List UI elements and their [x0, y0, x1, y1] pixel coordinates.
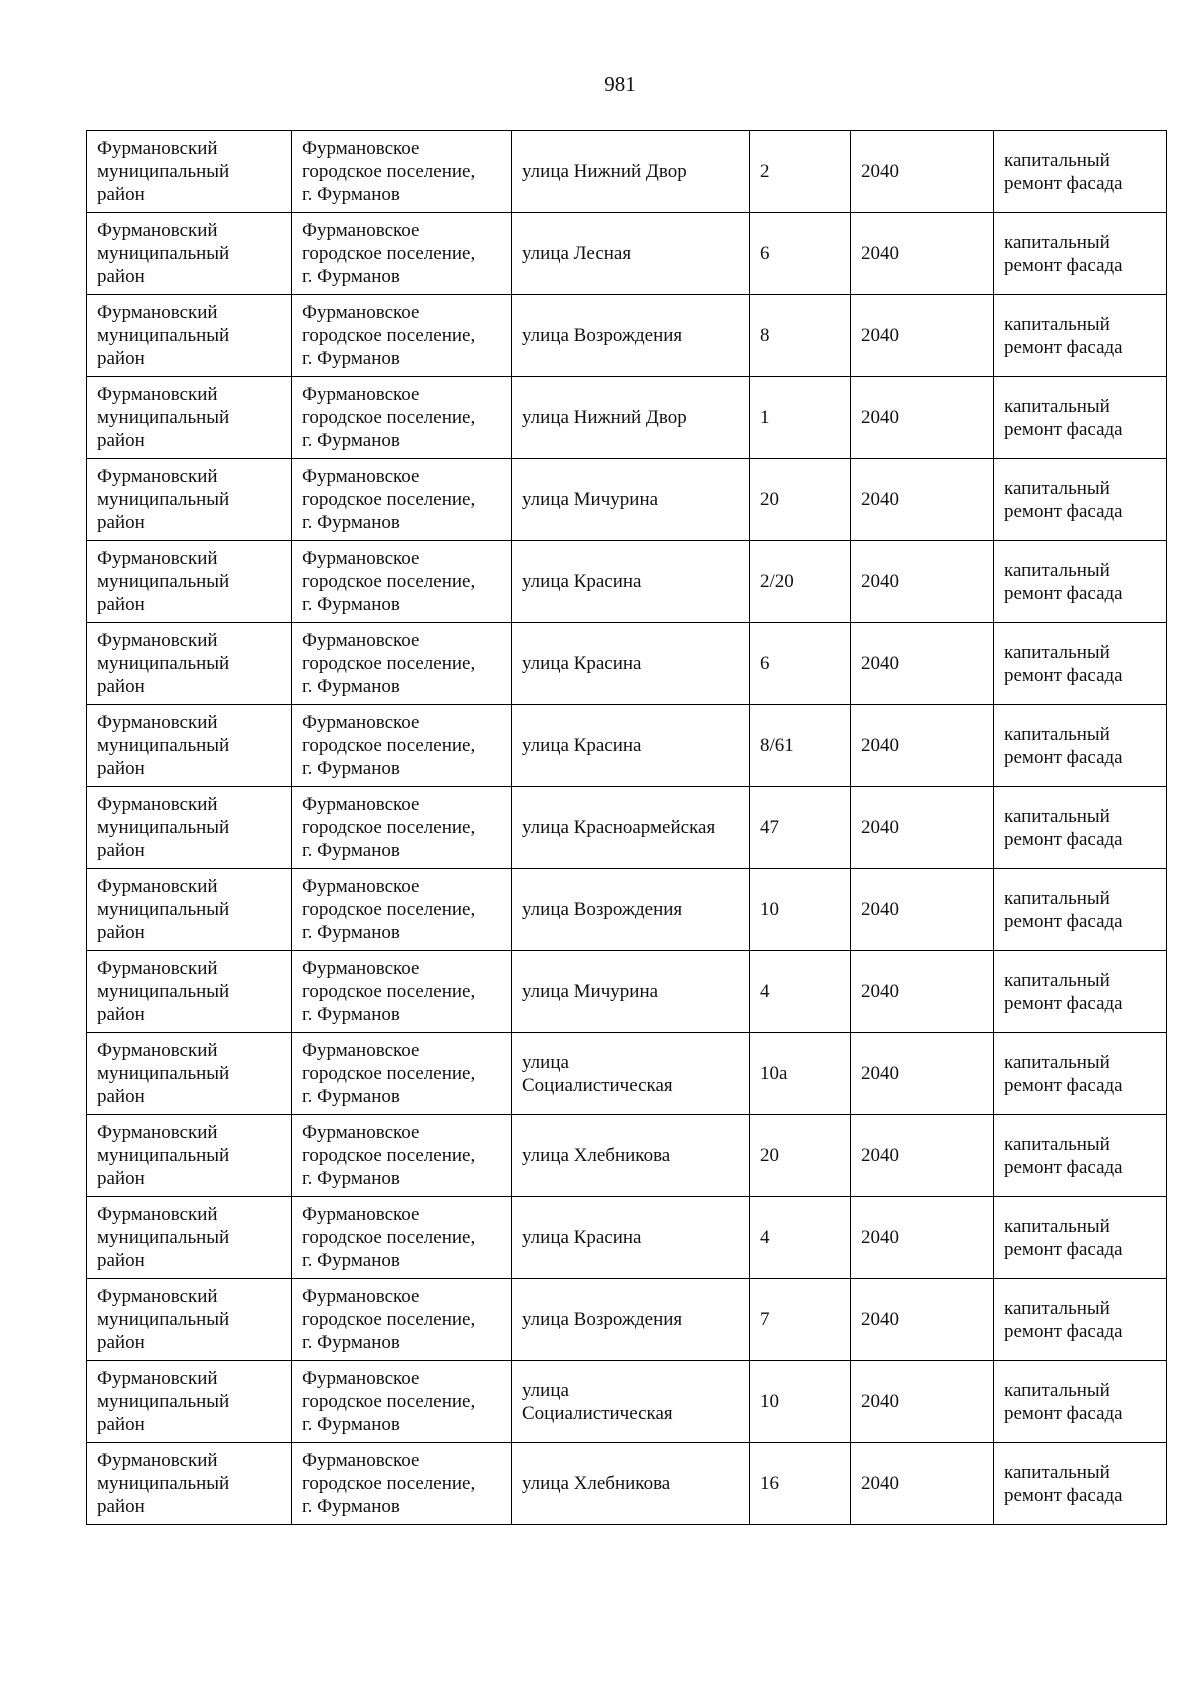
settlement-cell: Фурмановское городское поселение, г. Фурманов [292, 213, 512, 295]
year-cell: 2040 [851, 1115, 994, 1197]
street-cell: улица Возрождения [512, 869, 750, 951]
page-number: 981 [604, 72, 636, 96]
table-row [87, 131, 1167, 213]
year-cell: 2040 [851, 1361, 994, 1443]
district-cell: Фурмановский муниципальный район [87, 623, 292, 705]
district-cell: Фурмановский муниципальный район [87, 705, 292, 787]
work-type-cell: капитальный ремонт фасада [994, 1443, 1167, 1525]
year-cell: 2040 [851, 541, 994, 623]
settlement-cell: Фурмановское городское поселение, г. Фурманов [292, 869, 512, 951]
house-number-cell: 16 [750, 1443, 851, 1525]
street-cell: улица Социалистическая [512, 1033, 750, 1115]
house-number-cell: 20 [750, 459, 851, 541]
district-cell: Фурмановский муниципальный район [87, 377, 292, 459]
settlement-cell: Фурмановское городское поселение, г. Фурманов [292, 295, 512, 377]
table-body [87, 131, 1167, 1525]
table-row [87, 459, 1167, 541]
settlement-cell: Фурмановское городское поселение, г. Фурманов [292, 1033, 512, 1115]
house-number-cell: 7 [750, 1279, 851, 1361]
district-cell: Фурмановский муниципальный район [87, 951, 292, 1033]
table-row [87, 951, 1167, 1033]
district-cell: Фурмановский муниципальный район [87, 1033, 292, 1115]
settlement-cell: Фурмановское городское поселение, г. Фурманов [292, 951, 512, 1033]
table-row [87, 1115, 1167, 1197]
work-type-cell: капитальный ремонт фасада [994, 541, 1167, 623]
district-cell: Фурмановский муниципальный район [87, 541, 292, 623]
work-type-cell: капитальный ремонт фасада [994, 1033, 1167, 1115]
settlement-cell: Фурмановское городское поселение, г. Фурманов [292, 705, 512, 787]
table-row [87, 1361, 1167, 1443]
settlement-cell: Фурмановское городское поселение, г. Фурманов [292, 1279, 512, 1361]
work-type-cell: капитальный ремонт фасада [994, 705, 1167, 787]
year-cell: 2040 [851, 1279, 994, 1361]
district-cell: Фурмановский муниципальный район [87, 1197, 292, 1279]
year-cell: 2040 [851, 131, 994, 213]
house-number-cell: 1 [750, 377, 851, 459]
street-cell: улица Красина [512, 1197, 750, 1279]
settlement-cell: Фурмановское городское поселение, г. Фурманов [292, 1361, 512, 1443]
table-row [87, 1197, 1167, 1279]
district-cell: Фурмановский муниципальный район [87, 787, 292, 869]
street-cell: улица Нижний Двор [512, 131, 750, 213]
year-cell: 2040 [851, 459, 994, 541]
street-cell: улица Красина [512, 705, 750, 787]
house-number-cell: 20 [750, 1115, 851, 1197]
year-cell: 2040 [851, 295, 994, 377]
district-cell: Фурмановский муниципальный район [87, 1361, 292, 1443]
district-cell: Фурмановский муниципальный район [87, 459, 292, 541]
work-type-cell: капитальный ремонт фасада [994, 787, 1167, 869]
work-type-cell: капитальный ремонт фасада [994, 1279, 1167, 1361]
table-row [87, 787, 1167, 869]
settlement-cell: Фурмановское городское поселение, г. Фурманов [292, 1443, 512, 1525]
year-cell: 2040 [851, 1033, 994, 1115]
street-cell: улица Красноармейская [512, 787, 750, 869]
house-number-cell: 10а [750, 1033, 851, 1115]
work-type-cell: капитальный ремонт фасада [994, 1197, 1167, 1279]
house-number-cell: 10 [750, 1361, 851, 1443]
house-number-cell: 8 [750, 295, 851, 377]
house-number-cell: 8/61 [750, 705, 851, 787]
house-number-cell: 6 [750, 623, 851, 705]
district-cell: Фурмановский муниципальный район [87, 131, 292, 213]
street-cell: улица Возрождения [512, 295, 750, 377]
street-cell: улица Хлебникова [512, 1115, 750, 1197]
house-number-cell: 6 [750, 213, 851, 295]
table-row [87, 705, 1167, 787]
table-row [87, 1279, 1167, 1361]
street-cell: улица Лесная [512, 213, 750, 295]
street-cell: улица Нижний Двор [512, 377, 750, 459]
year-cell: 2040 [851, 623, 994, 705]
work-type-cell: капитальный ремонт фасада [994, 1115, 1167, 1197]
year-cell: 2040 [851, 377, 994, 459]
table-row [87, 295, 1167, 377]
year-cell: 2040 [851, 787, 994, 869]
settlement-cell: Фурмановское городское поселение, г. Фурманов [292, 787, 512, 869]
settlement-cell: Фурмановское городское поселение, г. Фурманов [292, 377, 512, 459]
house-number-cell: 4 [750, 951, 851, 1033]
settlement-cell: Фурмановское городское поселение, г. Фурманов [292, 131, 512, 213]
district-cell: Фурмановский муниципальный район [87, 869, 292, 951]
district-cell: Фурмановский муниципальный район [87, 295, 292, 377]
table-row [87, 623, 1167, 705]
work-type-cell: капитальный ремонт фасада [994, 295, 1167, 377]
street-cell: улица Социалистическая [512, 1361, 750, 1443]
district-cell: Фурмановский муниципальный район [87, 1443, 292, 1525]
year-cell: 2040 [851, 705, 994, 787]
street-cell: улица Хлебникова [512, 1443, 750, 1525]
table-row [87, 541, 1167, 623]
year-cell: 2040 [851, 213, 994, 295]
table-row [87, 869, 1167, 951]
settlement-cell: Фурмановское городское поселение, г. Фурманов [292, 541, 512, 623]
settlement-cell: Фурмановское городское поселение, г. Фурманов [292, 1115, 512, 1197]
house-number-cell: 47 [750, 787, 851, 869]
year-cell: 2040 [851, 1197, 994, 1279]
work-type-cell: капитальный ремонт фасада [994, 459, 1167, 541]
work-type-cell: капитальный ремонт фасада [994, 377, 1167, 459]
year-cell: 2040 [851, 1443, 994, 1525]
year-cell: 2040 [851, 869, 994, 951]
repair-registry-table [86, 130, 1167, 1525]
settlement-cell: Фурмановское городское поселение, г. Фурманов [292, 1197, 512, 1279]
street-cell: улица Красина [512, 541, 750, 623]
table-row [87, 1443, 1167, 1525]
work-type-cell: капитальный ремонт фасада [994, 131, 1167, 213]
settlement-cell: Фурмановское городское поселение, г. Фурманов [292, 459, 512, 541]
house-number-cell: 10 [750, 869, 851, 951]
table-row [87, 1033, 1167, 1115]
year-cell: 2040 [851, 951, 994, 1033]
table-row [87, 213, 1167, 295]
work-type-cell: капитальный ремонт фасада [994, 951, 1167, 1033]
work-type-cell: капитальный ремонт фасада [994, 623, 1167, 705]
street-cell: улица Мичурина [512, 459, 750, 541]
settlement-cell: Фурмановское городское поселение, г. Фурманов [292, 623, 512, 705]
district-cell: Фурмановский муниципальный район [87, 213, 292, 295]
street-cell: улица Красина [512, 623, 750, 705]
work-type-cell: капитальный ремонт фасада [994, 869, 1167, 951]
street-cell: улица Возрождения [512, 1279, 750, 1361]
work-type-cell: капитальный ремонт фасада [994, 1361, 1167, 1443]
house-number-cell: 2 [750, 131, 851, 213]
house-number-cell: 2/20 [750, 541, 851, 623]
district-cell: Фурмановский муниципальный район [87, 1115, 292, 1197]
table-row [87, 377, 1167, 459]
district-cell: Фурмановский муниципальный район [87, 1279, 292, 1361]
street-cell: улица Мичурина [512, 951, 750, 1033]
work-type-cell: капитальный ремонт фасада [994, 213, 1167, 295]
house-number-cell: 4 [750, 1197, 851, 1279]
